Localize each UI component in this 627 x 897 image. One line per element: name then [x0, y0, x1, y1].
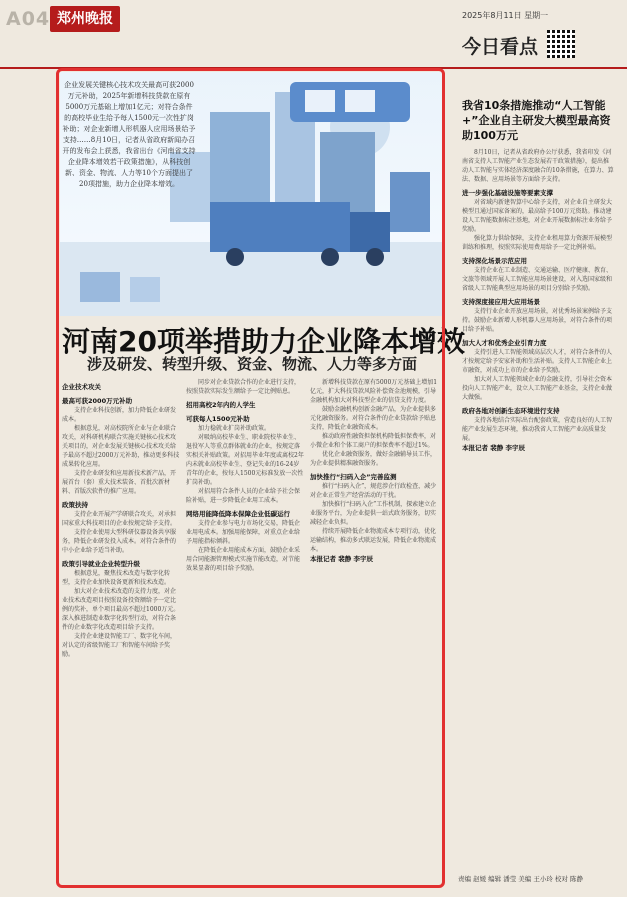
- byline: 本报记者 裴静 李宇辰: [462, 444, 526, 452]
- paragraph: 支持企业使用大型科研仪器设备共享服务，降低企业研发投入成本。对符合条件的中小企业给予适当补助。: [62, 529, 177, 554]
- editor-credits: 责编 赵媛 编辑 潘莹 美编 王小玲 校对 陈静: [458, 875, 583, 883]
- section-heading: 加快推行“扫码入企”完善监测: [310, 473, 397, 481]
- paragraph: 支持各地结合实际出台配套政策，营造良好的人工智能产业发展生态环境，推动我省人工智能产业高质量发展。: [462, 417, 613, 442]
- byline: 本报记者 裴静 李宇辰: [310, 555, 374, 563]
- qr-code-icon: [547, 30, 575, 58]
- paragraph: 根据意见，对高校院所企业与企业联合攻关，对科研机构联合实施关键核心技术攻关项目的，对企业发展关键核心技术攻关给予最高不超过2000万元补助，推动更多科技成果转化应用。: [62, 425, 180, 468]
- issue-date: 2025年8月11日 星期一: [462, 11, 549, 20]
- section-heading: 政府各地对创新生态环境进行支持: [462, 407, 560, 415]
- section-heading: 政策扶持: [62, 501, 88, 509]
- paragraph: 鼓励金融机构创新金融产品，为企业提供多元化融资服务。对符合条件的企业贷款给予贴息支持，降低企业融资成本。: [310, 406, 437, 431]
- section-heading: 支持深度接应用大应用场景: [462, 298, 540, 306]
- paragraph: 加快推行“扫码入企”工作机制，探索建立企业服务平台，为企业提供一站式政务服务，切实减轻企业负担。: [310, 501, 437, 526]
- paragraph: 推行“扫码入企”，规范涉企行政检查，减少对企业正常生产经营活动的干扰。: [310, 483, 437, 499]
- section-heading: 可获每人1500元补助: [186, 415, 250, 423]
- paragraph: 根据意见，聚焦技术改造与数字化转型，支持企业加快设备更新和技术改造。: [62, 570, 171, 586]
- paragraph: 支持企业研发和应用新技术新产品，开展首台（套）重大技术装备、首批次新材料、首版次软件的推广应用。: [62, 470, 177, 495]
- paragraph: 在降低企业用能成本方面，鼓励企业采用合同能源管理模式实施节能改造，对节能效果显著的项目给予奖励。: [186, 547, 301, 572]
- lead-paragraph: 企业发展关键核心技术攻关最高可获2000万元补助，2025年新增科技贷款在原有5000万元基础上增加1亿元；对符合条件的高校毕业生给予每人1500元一次性扩岗补助；对企业新增人形机器人应用场景给予支持……8月10日，记者从省政府新闻办召开的发布会上获悉，我省出台《河南省支持企业降本增效若干政策措施》，从科技创新、资金、物流、人力等10个方面提出了20项措施，助力企业降本增效。: [62, 81, 196, 188]
- subheadline: 涉及研发、转型升级、资金、物流、人力等多方面: [86, 355, 417, 373]
- paragraph: 新增科技贷款在原有5000万元基础上增加1亿元，扩大科技贷款风险补偿资金池规模，引导金融机构加大对科技型企业的信贷支持力度。: [310, 379, 438, 404]
- newspaper-brand: 郑州晚报: [50, 6, 120, 32]
- paragraph: 支持引进人工智能领域高层次人才，对符合条件的人才按规定给予安家补助和生活补贴。支持人工智能企业上市融资，对成功上市的企业给予奖励。: [462, 349, 613, 374]
- paragraph: 支持企业开展产学研联合攻关，对承担国家重大科技项目的企业按规定给予支持。: [62, 511, 177, 527]
- paragraph: 加大对人工智能领域企业的金融支持，引导社会资本投向人工智能产业，设立人工智能产业基金，支持企业做大做强。: [462, 376, 613, 401]
- paragraph: 支持企业在工业制造、交通运输、医疗健康、教育、文旅等领域开展人工智能应用场景建设，对入选国家级和省级人工智能典型应用场景的项目分别给予奖励。: [462, 267, 613, 292]
- paragraph: 支持企业建设智能工厂、数字化车间，对认定的省级智能工厂和智能车间给予奖励。: [62, 633, 177, 658]
- section-heading: 企业技术攻关: [62, 383, 101, 391]
- side-article-body: [462, 148, 614, 870]
- section-heading: 网络用能降低降本保障企业低碳运行: [186, 510, 290, 518]
- section-title: 今日看点: [462, 36, 539, 58]
- section-heading: 招用高校2年内的人学生: [186, 401, 256, 409]
- paragraph: 对省域内新建智算中心给予支持，对企业自主研发大模型且通过国家备案的，最高给予100万元资助。推动建设人工智能数据标注基地，对企业开展数据标注业务给予奖励。: [462, 199, 613, 233]
- paragraph: 8月10日，记者从省政府办公厅获悉，我省印发《河南省支持人工智能产业生态发展若干政策措施》，提出推动人工智能与实体经济深度融合的10条措施，在算力、算法、数据、应用场景等方面给予支持。: [462, 149, 614, 183]
- highlight-frame: [56, 68, 465, 888]
- headline: 河南20项举措助力企业降本增效: [62, 325, 465, 358]
- section-heading: 政策引导就业企业转型升级: [62, 560, 140, 568]
- paragraph: 加大对企业技术改造的支持力度，对企业技术改造项目按照设备投资额给予一定比例的奖补，单个项目最高不超过1000万元。深入推进制造业数字化转型行动，对符合条件的企业数字化改造项目给予支持。: [62, 588, 180, 631]
- paragraph: 同步对企业贷款合作的企业进行支持，按照贷款实际发生额给予一定比例贴息。: [186, 379, 301, 395]
- paragraph: 持续开展降低企业物流成本专项行动，优化运输结构，推动多式联运发展，降低企业物流成本。: [310, 528, 437, 553]
- section-heading: 支持深化场景示范应用: [462, 257, 527, 265]
- paragraph: 强化算力供给保障，支持企业租用算力资源开展模型训练和推理，按照实际使用费用给予一定比例补贴。: [462, 235, 613, 251]
- side-article-title: 我省10条措施推动“人工智能+”企业自主研发大模型最高资助100万元: [462, 99, 611, 142]
- section-heading: 最高可获2000万元补助: [62, 397, 133, 405]
- paragraph: 对吸纳高校毕业生、职业院校毕业生、退役军人等重点群体就业的企业，按规定落实相关补贴政策。对招用毕业年度或离校2年内未就业高校毕业生、登记失业的16-24岁青年的企业，按每人1500元标准发放一次性扩岗补助。: [186, 434, 304, 486]
- page-number: A04: [6, 8, 51, 30]
- paragraph: 对招用符合条件人员的企业给予社会保险补贴，进一步降低企业用工成本。: [186, 488, 301, 504]
- paragraph: 优化企业融资服务，做好金融辅导员工作，为企业提供精准融资服务。: [310, 451, 437, 467]
- paragraph: 加力稳就业扩岗补助政策。: [198, 425, 271, 432]
- paragraph: 支持行业企业开放应用场景，对优秀场景案例给予支持。鼓励企业新增人形机器人应用场景，对符合条件的项目给予补贴。: [462, 308, 613, 333]
- paragraph: 支持企业参与电力市场化交易，降低企业用电成本。加强用能保障，对重点企业给予用能指标倾斜。: [186, 520, 301, 545]
- paragraph: 推动政府性融资担保机构降低担保费率，对小微企业和个体工商户的担保费率不超过1%。: [310, 433, 437, 449]
- paragraph: 支持企业科技创新，加力降低企业研发成本。: [62, 407, 177, 423]
- section-heading: 加大人才和优秀企业引育力度: [462, 339, 547, 347]
- section-heading: 进一步强化基础设施等要素支撑: [462, 189, 553, 197]
